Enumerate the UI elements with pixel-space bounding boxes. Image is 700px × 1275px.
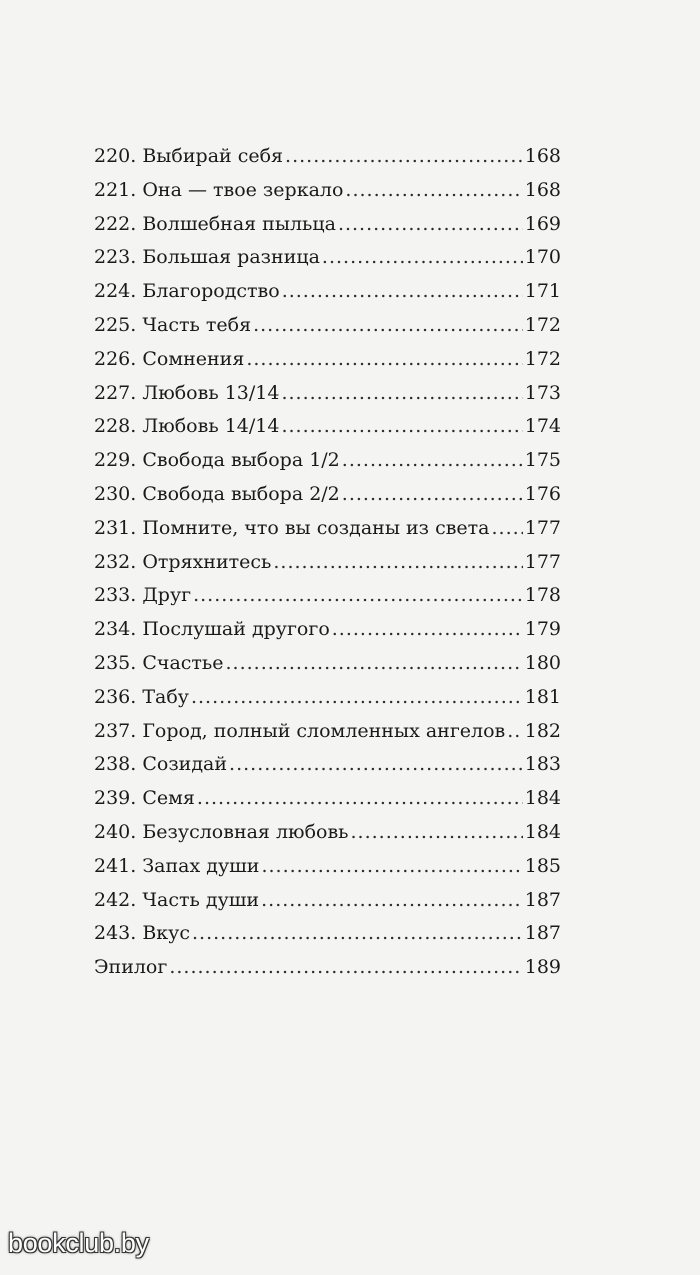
toc-entry: [94, 546, 561, 580]
toc-entry-title: 225. Часть тебя: [94, 313, 252, 336]
toc-entry: [94, 748, 561, 782]
toc-entry-title: Эпилог: [94, 956, 168, 979]
toc-entry-title: 223. Большая разница: [94, 246, 320, 269]
toc-entry: [94, 377, 561, 411]
table-of-contents: [94, 140, 561, 985]
dot-leader: [282, 275, 523, 309]
toc-entry-page: 169: [524, 212, 561, 235]
toc-entry: [94, 782, 561, 816]
toc-entry: [94, 512, 561, 546]
dot-leader: [253, 309, 523, 343]
toc-entry-page: 171: [524, 280, 561, 303]
toc-entry-page: 173: [524, 381, 561, 404]
dot-leader: [281, 410, 522, 444]
toc-entry-page: 180: [524, 651, 561, 674]
toc-entry: [94, 208, 561, 242]
dot-leader: [338, 208, 523, 242]
toc-entry: [94, 613, 561, 647]
toc-entry: [94, 410, 561, 444]
dot-leader: [507, 715, 522, 749]
dot-leader: [342, 478, 523, 512]
dot-leader: [281, 377, 522, 411]
toc-entry-page: 172: [524, 347, 561, 370]
toc-entry-page: 170: [524, 246, 561, 269]
toc-entry-title: 229. Свобода выбора 1/2: [94, 449, 340, 472]
toc-entry: [94, 715, 561, 749]
toc-entry: [94, 647, 561, 681]
toc-entry: [94, 275, 561, 309]
dot-leader: [273, 546, 522, 580]
toc-entry-title: 242. Часть души: [94, 888, 260, 911]
toc-entry-page: 183: [524, 753, 561, 776]
toc-entry-page: 174: [524, 415, 561, 438]
toc-entry-title: 236. Табу: [94, 685, 189, 708]
toc-entry: [94, 174, 561, 208]
dot-leader: [285, 140, 523, 174]
toc-entry: [94, 884, 561, 918]
dot-leader: [322, 241, 523, 275]
toc-entry-page: 187: [524, 888, 561, 911]
toc-entry-title: 231. Помните, что вы созданы из света: [94, 516, 490, 539]
dot-leader: [342, 444, 523, 478]
toc-entry-page: 177: [524, 550, 561, 573]
dot-leader: [169, 951, 522, 985]
toc-entry: [94, 816, 561, 850]
toc-entry-page: 184: [524, 820, 561, 843]
dot-leader: [261, 850, 522, 884]
dot-leader: [332, 613, 523, 647]
toc-entry-title: 227. Любовь 13/14: [94, 381, 280, 404]
dot-leader: [226, 647, 523, 681]
toc-entry: [94, 850, 561, 884]
toc-entry-title: 232. Отряхнитесь: [94, 550, 272, 573]
toc-entry-title: 240. Безусловная любовь: [94, 820, 349, 843]
dot-leader: [192, 917, 523, 951]
toc-entry-title: 237. Город, полный сломленных ангелов: [94, 719, 506, 742]
toc-entry-title: 230. Свобода выбора 2/2: [94, 482, 340, 505]
toc-entry-page: 185: [524, 854, 561, 877]
toc-entry-title: 234. Послушай другого: [94, 618, 330, 641]
toc-entry-title: 222. Волшебная пыльца: [94, 212, 336, 235]
dot-leader: [191, 681, 523, 715]
toc-entry-title: 243. Вкус: [94, 922, 191, 945]
toc-entry: [94, 241, 561, 275]
toc-entry: [94, 917, 561, 951]
toc-entry: [94, 309, 561, 343]
toc-entry-title: 235. Счастье: [94, 651, 224, 674]
dot-leader: [246, 343, 522, 377]
toc-entry-title: 220. Выбирай себя: [94, 145, 284, 167]
toc-entry-title: 239. Семя: [94, 787, 195, 810]
toc-entry: [94, 478, 561, 512]
toc-entry-page: 176: [524, 482, 561, 505]
dot-leader: [229, 748, 523, 782]
toc-entry-title: 226. Сомнения: [94, 347, 245, 370]
toc-entry-page: 168: [524, 145, 561, 167]
toc-entry: [94, 444, 561, 478]
toc-entry-page: 168: [524, 178, 561, 201]
toc-entry-page: 177: [524, 516, 561, 539]
toc-entry-page: 179: [524, 618, 561, 641]
toc-entry-title: 238. Созидай: [94, 753, 228, 776]
toc-entry-page: 175: [524, 449, 561, 472]
toc-entry-title: 241. Запах души: [94, 854, 260, 877]
toc-entry-page: 181: [524, 685, 561, 708]
toc-entry: [94, 681, 561, 715]
dot-leader: [491, 512, 522, 546]
toc-entry-page: 182: [524, 719, 561, 742]
toc-entry-title: 221. Она — твое зеркало: [94, 178, 344, 201]
bookclub-watermark: bookclub.by: [8, 1228, 149, 1258]
toc-entry-page: 187: [524, 922, 561, 945]
toc-entry-page: 184: [524, 787, 561, 810]
toc-entry-title: 233. Друг: [94, 584, 192, 607]
toc-entry-page: 172: [524, 313, 561, 336]
dot-leader: [351, 816, 523, 850]
toc-entry-title: 224. Благородство: [94, 280, 280, 303]
toc-entry-page: 178: [524, 584, 561, 607]
toc-entry: [94, 343, 561, 377]
toc-entry-page: 189: [524, 956, 561, 979]
dot-leader: [345, 174, 522, 208]
dot-leader: [197, 782, 523, 816]
toc-entry: [94, 951, 561, 985]
toc-entry: [94, 140, 561, 174]
dot-leader: [193, 579, 523, 613]
toc-entry-title: 228. Любовь 14/14: [94, 415, 280, 438]
dot-leader: [261, 884, 523, 918]
toc-entry: [94, 579, 561, 613]
